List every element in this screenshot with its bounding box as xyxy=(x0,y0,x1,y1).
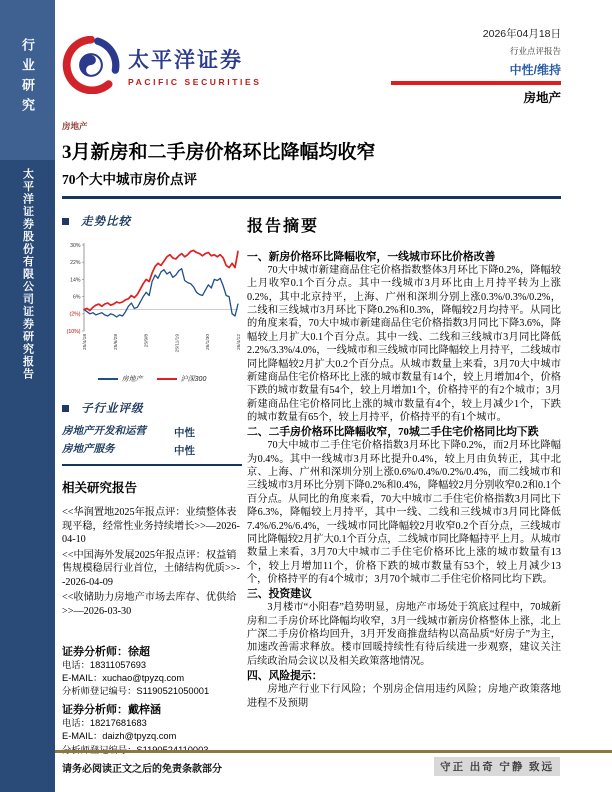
trend-section-title: 走势比较 xyxy=(81,216,131,228)
svg-text:30%: 30% xyxy=(70,242,81,249)
email-value: xuchao@tpyzq.com xyxy=(102,672,185,683)
logo-english-name: PACIFIC SECURITIES xyxy=(128,76,262,87)
analyst-name: 徐超 xyxy=(128,645,150,658)
analyst-card xyxy=(62,701,242,757)
list-item: <<中国海外发展2025年报点评：权益销售规模稳居行业首位，土储结构优质>>--2026-04-09 xyxy=(62,549,240,588)
logo-text xyxy=(128,44,262,87)
analyst-role-name xyxy=(62,643,242,659)
industry-name: 房地产 xyxy=(523,91,561,105)
svg-text:6%: 6% xyxy=(73,294,81,301)
square-bullet-icon xyxy=(62,405,69,412)
header-meta xyxy=(391,24,561,106)
section-paragraph: 70大中城市新建商品住宅价格指数整体3月环比下降0.2%，降幅较上月收窄0.1个百分点。其中一线城市3月环比由上月持平转为上涨0.2%，其中北京持平，上海、广州和深圳分别上涨0.3%/0.3%/0.2%，二线和三线城市3月环比下降0.2%和0.3%，降幅较2月均持平。从同比的角度来看，70大中城市新建商品住宅价格指数3月同比下降3.6%，降幅较上月扩大0.1个百分点。其中一线、二线和三线城市3月同比降低2.2%/3.3%/4.0%，一线城市和三线城市同比降幅较上月持平，二线城市同比降幅较2月扩大0.2个百分点。从城市数量上来看，3月70大中城市新建商品住宅价格环比上涨的城市数量有14个，较上月增加4个，价格下跌的城市数量有54个，较上月增加1个，价格持平的有2个城市；3月新建商品住宅价格同比上涨的城市数量有4个，较上月减少1个，下跌的城市数量有65个，较上月持平，价格持平的有1个城市。 xyxy=(247,265,561,423)
page-content xyxy=(62,0,561,759)
summary-title: 报告摘要 xyxy=(247,218,320,235)
analyst-email xyxy=(62,730,242,743)
svg-text:(10%): (10%) xyxy=(66,328,81,335)
related-reports-list xyxy=(62,506,242,619)
section-divider xyxy=(62,464,242,466)
svg-text:26/4/12: 26/4/12 xyxy=(237,334,242,351)
sidebar-top-band xyxy=(0,0,55,160)
section-paragraph: 70大中城市二手住宅价格指数3月环比下降0.2%，而2月环比降幅为0.4%。其中一线城市3月环比提升0.4%，较上月由负转正，其中北京、上海、广州和深圳分别上涨0.6%/0.4%/0.2%/0.4%，而二线城市和三线城市3月环比分别下降0.2%和0.4%，降幅较2月分别收窄0.2和0.1个百分点。从同比的角度来看，70大中城市二手住宅价格指数3月同比下降6.3%，降幅较上月持平，其中一线、二线和三线城市3月同比降低7.4%/6.2%/6.4%，一线城市同比降幅较2月收窄0.2个百分点，三线城市同比降幅较2月扩大0.1个百分点，二线城市同比降幅持平上月。从城市数量上来看，3月70大中城市二手住宅价格环比上涨的城市数量有13个，较上月增加11个，价格下跌的城市数量有53个，较上月减少13个，价格持平的有4个城市；3月70个城市二手住宅价格同比均下跌。 xyxy=(247,440,561,585)
section-heading: 三、投资建议 xyxy=(247,588,312,601)
table-row xyxy=(62,443,242,458)
chart-legend xyxy=(62,374,242,384)
phone-value: 18311057693 xyxy=(89,659,147,670)
svg-text:25/9/8: 25/9/8 xyxy=(144,334,150,348)
legend-line-red xyxy=(157,378,177,380)
svg-text:25/11/19: 25/11/19 xyxy=(175,334,181,353)
subindustry-rating: 中性 xyxy=(174,446,195,457)
trend-chart xyxy=(62,239,242,367)
summary-body xyxy=(247,250,561,710)
title-eyebrow: 房地产 xyxy=(62,121,88,131)
square-bullet-icon xyxy=(62,218,69,225)
license-value: S1190521050001 xyxy=(136,686,210,697)
sidebar-label-industry-research: 行业研究 xyxy=(20,38,35,118)
analyst-phone xyxy=(62,659,242,672)
svg-text:26/1/30: 26/1/30 xyxy=(206,334,212,351)
pacific-logo-icon xyxy=(62,36,120,94)
subindustry-name: 房地产开发和运营 xyxy=(62,426,146,437)
analyst-card xyxy=(62,643,242,699)
section-paragraph: 房地产行业下行风险；个别房企信用违约风险；房地产政策落地进程不及预期 xyxy=(247,684,561,709)
section-heading: 二、二手房价格环比降幅收窄，70城二手住宅价格同比均下跌 xyxy=(247,426,539,439)
legend-item-realestate xyxy=(98,374,143,384)
title-divider xyxy=(62,196,561,199)
subindustry-name: 房地产服务 xyxy=(62,444,115,455)
section-heading: 四、风险提示： xyxy=(247,670,323,683)
legend-item-hs300 xyxy=(157,374,207,384)
section-paragraph: 3月楼市“小阳春”趋势明显，房地产市场处于筑底过程中，70城新房和二手房价环比降幅均收窄，3月一线城市新房价格整体上涨，北上广深二手房价格均回升，3月开发商推盘结构以高品质“好房子”为主，加速改善需求释放。楼市回暖持续性有待后续进一步观察，建议关注后续政治局会议以及相关政策落地情况。 xyxy=(247,602,561,667)
list-item: <<收储助力房地产市场去库存、优供给>>—2026-03-30 xyxy=(62,592,237,617)
left-column xyxy=(62,213,242,759)
analyst-email xyxy=(62,672,242,685)
analyst-role-label: 证券分析师： xyxy=(62,645,128,658)
page-subtitle: 70个大中城市房价点评 xyxy=(62,172,197,187)
phone-label: 电话： xyxy=(62,717,90,728)
page-title: 3月新房和二手房价格环比降幅均收窄 xyxy=(62,142,376,163)
svg-text:22%: 22% xyxy=(70,260,81,267)
footer-motto: 守正 出奇 宁静 致远 xyxy=(434,757,560,776)
analyst-role-label: 证券分析师： xyxy=(62,703,128,716)
analyst-phone xyxy=(62,717,242,730)
list-item: <<华润置地2025年报点评：业绩整体表现平稳，经常性业务持续增长>>—2026-04-10 xyxy=(62,507,240,546)
subindustry-rating-table xyxy=(62,425,242,458)
related-reports-title: 相关研究报告 xyxy=(62,481,138,495)
subrating-section-title: 子行业评级 xyxy=(81,403,144,415)
phone-label: 电话： xyxy=(62,659,90,670)
analyst-name: 戴梓涵 xyxy=(128,703,161,716)
table-row xyxy=(62,425,242,440)
analyst-license xyxy=(62,685,242,698)
email-value: daizh@tpyzq.com xyxy=(102,731,177,742)
license-label: 分析师登记编号： xyxy=(62,686,137,697)
report-date: 2026年04月18日 xyxy=(482,28,561,40)
section-heading: 一、新房价格环比降幅收窄，一线城市环比价格改善 xyxy=(247,251,496,263)
analyst-block xyxy=(62,643,242,758)
report-header xyxy=(62,24,561,106)
legend-line-blue xyxy=(98,378,118,380)
analyst-role-name xyxy=(62,701,242,717)
logo-chinese-name: 太平洋证券 xyxy=(128,47,243,72)
sidebar-bottom-band xyxy=(0,160,55,792)
footer-disclaimer: 请务必阅读正文之后的免责条款部分 xyxy=(62,764,222,775)
sidebar xyxy=(0,0,55,792)
svg-text:25/4/18: 25/4/18 xyxy=(83,334,88,351)
sidebar-label-company: 太平洋证券股份有限公司证券研究报告 xyxy=(21,168,34,381)
email-label: E-MAIL： xyxy=(62,731,103,742)
svg-text:25/6/28: 25/6/28 xyxy=(113,334,119,351)
subindustry-rating: 中性 xyxy=(174,428,195,439)
red-divider xyxy=(391,81,561,85)
trend-chart-block xyxy=(62,239,242,384)
subrating-section-header xyxy=(62,400,242,416)
summary-column xyxy=(247,213,561,759)
industry-rating: 中性/维持 xyxy=(509,63,561,77)
report-type: 行业点评报告 xyxy=(509,46,561,56)
legend-label-hs300: 沪深300 xyxy=(180,376,207,383)
phone-value: 18217681683 xyxy=(89,717,147,728)
legend-label-realestate: 房地产 xyxy=(121,376,143,383)
company-logo xyxy=(62,24,262,106)
email-label: E-MAIL： xyxy=(62,672,103,683)
trend-section-header xyxy=(62,213,242,229)
svg-text:(2%): (2%) xyxy=(69,311,81,318)
footer-divider xyxy=(55,750,612,753)
svg-text:14%: 14% xyxy=(70,277,81,284)
